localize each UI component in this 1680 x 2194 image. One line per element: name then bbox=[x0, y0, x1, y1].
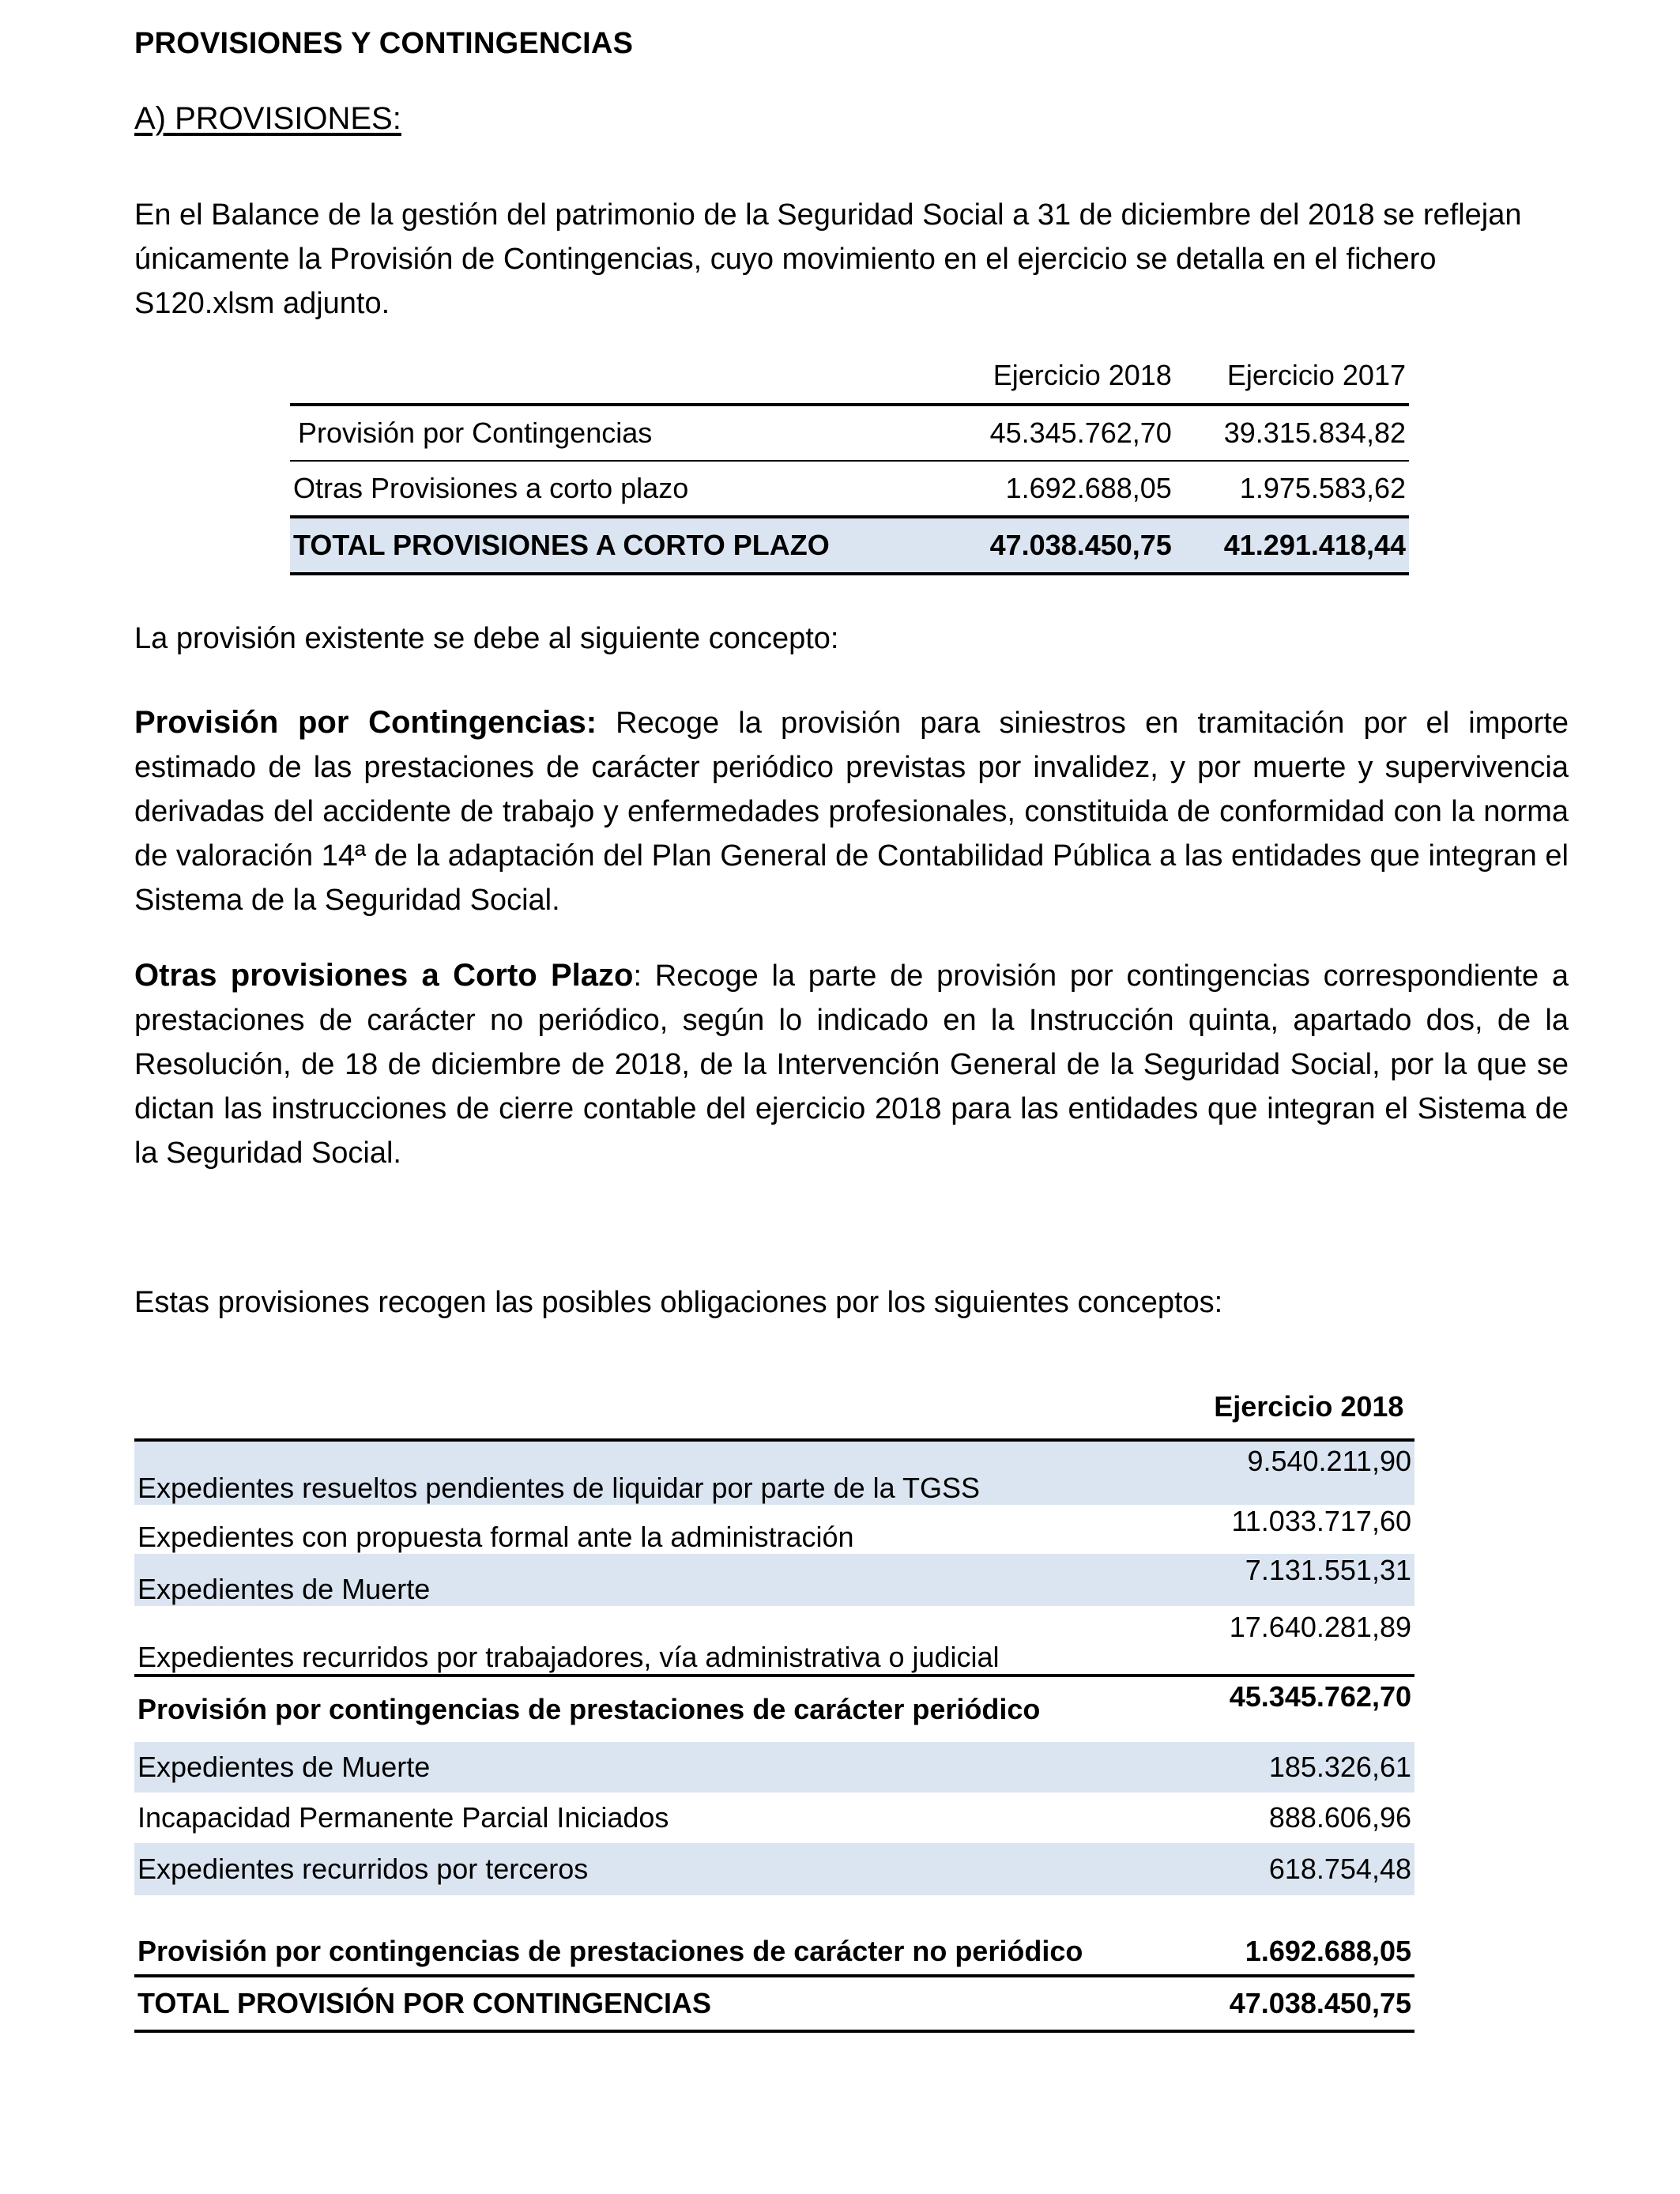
row-label: TOTAL PROVISIONES A CORTO PLAZO bbox=[290, 517, 941, 574]
row-label: Expedientes resueltos pendientes de liquidar por parte de la TGSS bbox=[134, 1440, 1203, 1505]
row-value-2018: 47.038.450,75 bbox=[941, 517, 1175, 574]
definition-text: : Recoge la parte de provisión por contingencias correspondiente a prestaciones de carácter no periódico, según lo indicado en la Instrucción quinta, apartado dos, de la Resolución, de 18 de diciembre de 2018, de la Intervención General de la Seguridad Social, por la que se dictan las instrucciones de cierre contable del ejercicio 2018 para las entidades que integran el Sistema de la Seguridad Social. bbox=[134, 959, 1569, 1170]
row-label: Incapacidad Permanente Parcial Iniciados bbox=[137, 1801, 669, 1834]
table-row bbox=[290, 461, 1409, 517]
definition-term: Provisión por Contingencias: bbox=[134, 705, 597, 740]
definition-term: Otras provisiones a Corto Plazo bbox=[134, 958, 634, 993]
document-title: PROVISIONES Y CONTINGENCIAS bbox=[134, 27, 634, 60]
row-label: Expedientes con propuesta formal ante la administración bbox=[137, 1521, 854, 1553]
row-label: Provisión por contingencias de prestaciones de carácter periódico bbox=[134, 1676, 1203, 1742]
row-label: Otras Provisiones a corto plazo bbox=[290, 461, 941, 517]
table-total-row bbox=[290, 517, 1409, 574]
row-value: 618.754,48 bbox=[1203, 1843, 1414, 1895]
table-row bbox=[134, 1843, 1414, 1895]
table-header-row bbox=[134, 1375, 1414, 1440]
row-label: Expedientes recurridos por terceros bbox=[134, 1843, 1203, 1895]
table-total-row bbox=[134, 1976, 1414, 2031]
table-row bbox=[134, 1505, 1414, 1554]
row-value: 888.606,96 bbox=[1268, 1801, 1411, 1834]
row-value: 185.326,61 bbox=[1203, 1742, 1414, 1793]
row-label: Expedientes de Muerte bbox=[134, 1554, 1203, 1606]
row-value-2017: 41.291.418,44 bbox=[1175, 517, 1409, 574]
row-value: 9.540.211,90 bbox=[1203, 1440, 1414, 1505]
row-label: Expedientes recurridos por trabajadores, vía administrativa o judicial bbox=[137, 1641, 1000, 1673]
row-value-2017: 39.315.834,82 bbox=[1175, 405, 1409, 461]
definition-otras-provisiones bbox=[134, 953, 1569, 1175]
table-row bbox=[134, 1554, 1414, 1606]
row-value: 7.131.551,31 bbox=[1203, 1554, 1414, 1606]
row-value: 1.692.688,05 bbox=[1245, 1935, 1411, 1967]
intro-paragraph: En el Balance de la gestión del patrimonio de la Seguridad Social a 31 de diciembre del 2018 se reflejan únicamente la Provisión de Contingencias, cuyo movimiento en el ejercicio se detalla en el fichero S120.xlsm adjunto. bbox=[134, 198, 1522, 320]
column-header-2017: Ejercicio 2017 bbox=[1226, 359, 1406, 391]
section-heading-provisiones: A) PROVISIONES: bbox=[134, 101, 401, 136]
table-row bbox=[134, 1793, 1414, 1843]
column-header-2018: Ejercicio 2018 bbox=[1214, 1390, 1404, 1423]
definition-provision-contingencias bbox=[134, 700, 1569, 922]
table-row bbox=[290, 405, 1409, 461]
definition-text: Recoge la provisión para siniestros en tramitación por el importe estimado de las prestaciones de carácter periódico previstas por invalidez, y por muerte y supervivencia derivadas del accidente de trabajo y enfermedades profesionales, constituida de conformidad con la norma de valoración 14ª de la adaptación del Plan General de Contabilidad Pública a las entidades que integran el Sistema de la Seguridad Social. bbox=[134, 707, 1569, 917]
table-subtotal-row bbox=[134, 1895, 1414, 1976]
row-value: 17.640.281,89 bbox=[1229, 1611, 1411, 1643]
row-label: Provisión por Contingencias bbox=[290, 405, 941, 461]
table-row bbox=[134, 1742, 1414, 1793]
row-value: 47.038.450,75 bbox=[1203, 1976, 1414, 2031]
table-header-row bbox=[290, 348, 1409, 405]
row-label: TOTAL PROVISIÓN POR CONTINGENCIAS bbox=[134, 1976, 1203, 2031]
row-label: Expedientes de Muerte bbox=[134, 1742, 1203, 1793]
row-value-2018: 1.692.688,05 bbox=[941, 461, 1175, 517]
obligations-lead-paragraph: Estas provisiones recogen las posibles obligaciones por los siguientes conceptos: bbox=[134, 1286, 1223, 1319]
row-value: 45.345.762,70 bbox=[1203, 1676, 1414, 1742]
provisions-detail-table bbox=[134, 1375, 1414, 2033]
row-value-2017: 1.975.583,62 bbox=[1175, 461, 1409, 517]
concept-lead-paragraph: La provisión existente se debe al siguiente concepto: bbox=[134, 622, 839, 655]
row-label: Provisión por contingencias de prestaciones de carácter no periódico bbox=[137, 1935, 1083, 1967]
row-value-2018: 45.345.762,70 bbox=[941, 405, 1175, 461]
row-value: 11.033.717,60 bbox=[1231, 1505, 1411, 1537]
table-row bbox=[134, 1606, 1414, 1676]
column-header-2018: Ejercicio 2018 bbox=[993, 359, 1172, 391]
table-row bbox=[134, 1440, 1414, 1505]
table-subtotal-row bbox=[134, 1676, 1414, 1742]
provisions-summary-table bbox=[290, 348, 1409, 575]
